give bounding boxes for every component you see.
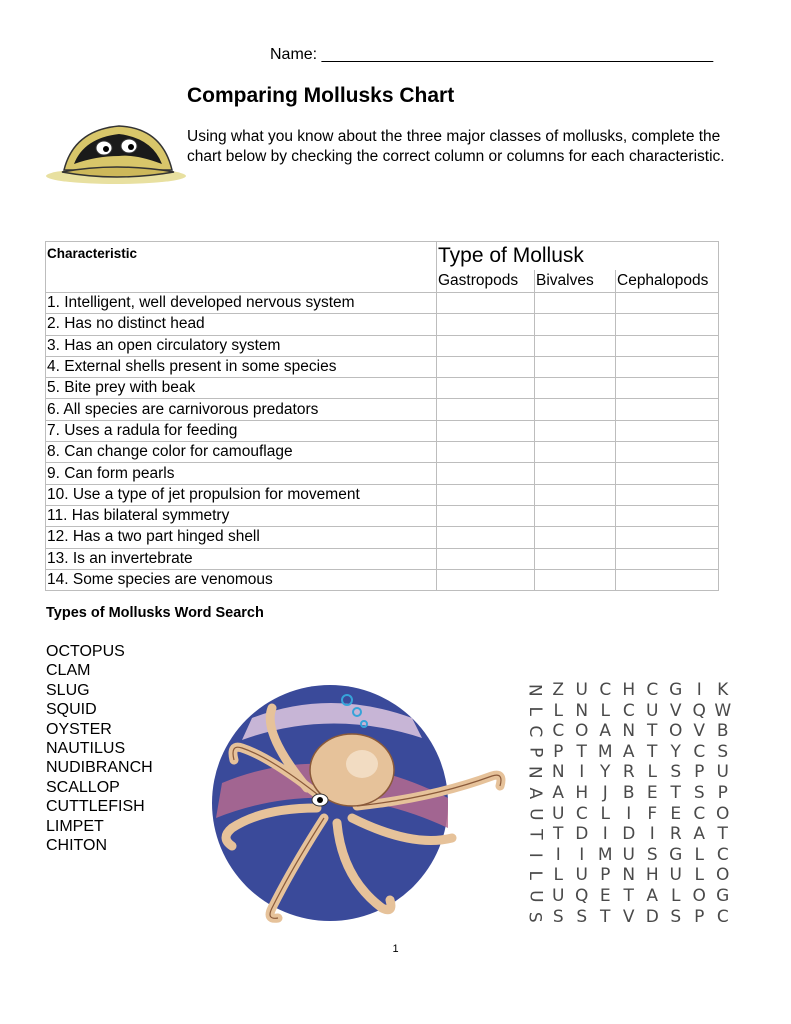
clam-illustration (44, 118, 192, 190)
grid-letter: L (671, 885, 681, 906)
grid-letter-rotated: U (525, 890, 546, 903)
table-row (46, 335, 719, 356)
check-cell-gastropods[interactable] (437, 420, 535, 441)
characteristic-cell: 11. Has bilateral symmetry (46, 505, 437, 526)
page-title: Comparing Mollusks Chart (187, 84, 455, 107)
grid-letter: C (693, 803, 706, 824)
grid-row (523, 886, 735, 907)
grid-letter: P (600, 865, 611, 886)
check-cell-cephalopods[interactable] (616, 399, 719, 420)
check-cell-gastropods[interactable] (437, 293, 535, 314)
grid-letter (523, 845, 547, 866)
octopus-illustration (212, 678, 512, 936)
characteristic-cell: 5. Bite prey with beak (46, 378, 437, 399)
grid-letter: P (553, 741, 564, 762)
grid-letter: C (716, 844, 729, 865)
column-header-bivalves: Bivalves (535, 270, 616, 292)
check-cell-cephalopods[interactable] (616, 505, 719, 526)
grid-letter: S (693, 782, 705, 803)
grid-letter: P (694, 762, 705, 783)
grid-letter: T (717, 824, 728, 845)
characteristic-cell: 6. All species are carnivorous predators (46, 399, 437, 420)
column-header-gastropods: Gastropods (437, 270, 535, 292)
grid-letter: A (622, 741, 635, 762)
list-item: SLUG (46, 681, 90, 699)
grid-letter-rotated: T (525, 829, 546, 840)
check-cell-gastropods[interactable] (437, 356, 535, 377)
grid-letter (523, 721, 547, 742)
check-cell-cephalopods[interactable] (616, 463, 719, 484)
table-row (46, 314, 719, 335)
list-item: NUDIBRANCH (46, 759, 153, 777)
grid-letter (523, 680, 547, 701)
grid-row (523, 865, 735, 886)
grid-letter: D (645, 906, 659, 927)
grid-letter: C (693, 741, 706, 762)
grid-letter-rotated: N (525, 766, 546, 780)
grid-letter: I (696, 680, 702, 700)
check-cell-gastropods[interactable] (437, 399, 535, 420)
grid-letter: S (552, 906, 564, 927)
word-search-grid (523, 680, 735, 927)
grid-row (523, 804, 735, 825)
grid-letter-rotated: C (525, 725, 546, 738)
grid-letter: Z (552, 680, 565, 700)
grid-letter: L (647, 762, 657, 783)
check-cell-cephalopods[interactable] (616, 527, 719, 548)
grid-letter (523, 907, 547, 928)
grid-letter (523, 804, 547, 825)
grid-letter-rotated: L (525, 870, 546, 881)
list-item: SCALLOP (46, 778, 120, 796)
grid-letter: U (552, 803, 565, 824)
check-cell-bivalves[interactable] (535, 356, 616, 377)
grid-letter: U (575, 680, 588, 700)
check-cell-cephalopods[interactable] (616, 378, 719, 399)
list-item: CUTTLEFISH (46, 798, 145, 816)
grid-letter: S (646, 844, 658, 865)
grid-letter: I (555, 844, 561, 865)
grid-letter-rotated: L (525, 706, 546, 716)
check-cell-gastropods[interactable] (437, 463, 535, 484)
list-item: LIMPET (46, 817, 104, 835)
grid-letter: R (622, 762, 635, 783)
check-cell-cephalopods[interactable] (616, 442, 719, 463)
grid-letter (523, 865, 547, 886)
mollusk-chart (45, 241, 719, 591)
grid-letter: T (647, 741, 658, 762)
grid-letter: L (553, 700, 563, 721)
grid-letter: U (669, 865, 682, 886)
grid-letter-rotated: A (525, 787, 546, 800)
check-cell-cephalopods[interactable] (616, 293, 719, 314)
characteristic-cell: 13. Is an invertebrate (46, 548, 437, 569)
check-cell-cephalopods[interactable] (616, 356, 719, 377)
page-number: 1 (392, 943, 399, 955)
grid-letter: K (717, 680, 729, 700)
grid-letter: N (622, 865, 636, 886)
grid-letter: T (553, 824, 564, 845)
check-cell-gastropods[interactable] (437, 548, 535, 569)
grid-letter: Q (575, 885, 589, 906)
grid-letter: U (716, 762, 729, 783)
check-cell-gastropods[interactable] (437, 335, 535, 356)
characteristic-cell: 3. Has an open circulatory system (46, 335, 437, 356)
check-cell-cephalopods[interactable] (616, 314, 719, 335)
check-cell-gastropods[interactable] (437, 569, 535, 590)
grid-letter: C (716, 906, 729, 927)
grid-letter: V (693, 721, 706, 742)
table-row (46, 484, 719, 505)
grid-letter-rotated: P (525, 746, 546, 758)
grid-letter: I (626, 803, 632, 824)
characteristic-cell: 10. Use a type of jet propulsion for movement (46, 484, 437, 505)
grid-letter: C (575, 803, 588, 824)
grid-letter (523, 742, 547, 763)
check-cell-bivalves[interactable] (535, 484, 616, 505)
grid-letter: A (693, 824, 706, 845)
grid-letter: L (600, 803, 610, 824)
grid-letter: F (647, 803, 658, 824)
grid-letter: N (622, 721, 636, 742)
grid-letter: C (622, 700, 635, 721)
grid-letter (523, 886, 547, 907)
grid-letter: D (622, 824, 636, 845)
grid-letter: Y (670, 741, 681, 762)
grid-letter: L (694, 865, 704, 886)
table-row (46, 463, 719, 484)
characteristic-header: Characteristic (46, 242, 437, 293)
grid-letter: H (575, 782, 589, 803)
check-cell-bivalves[interactable] (535, 293, 616, 314)
grid-row (523, 762, 735, 783)
grid-letter: O (692, 885, 706, 906)
name-label: Name: (270, 46, 322, 63)
check-cell-bivalves[interactable] (535, 420, 616, 441)
check-cell-bivalves[interactable] (535, 399, 616, 420)
grid-letter: I (649, 824, 655, 845)
grid-letter: C (646, 680, 659, 700)
check-cell-cephalopods[interactable] (616, 548, 719, 569)
grid-row (523, 742, 735, 763)
list-item: CLAM (46, 662, 91, 680)
grid-letter: C (599, 680, 612, 700)
grid-letter: G (669, 680, 683, 700)
grid-letter: I (579, 762, 585, 783)
grid-letter: T (670, 782, 681, 803)
table-row (46, 356, 719, 377)
grid-letter: H (645, 865, 659, 886)
grid-letter: P (694, 906, 705, 927)
word-list (46, 642, 153, 855)
grid-letter: U (622, 844, 635, 865)
characteristic-cell: 2. Has no distinct head (46, 314, 437, 335)
grid-letter: O (669, 721, 683, 742)
grid-letter: G (716, 885, 730, 906)
grid-letter: T (600, 906, 611, 927)
grid-letter: N (575, 700, 589, 721)
grid-letter: B (622, 782, 635, 803)
check-cell-bivalves[interactable] (535, 569, 616, 590)
grid-letter: U (646, 700, 659, 721)
grid-letter: E (599, 885, 611, 906)
grid-letter: E (670, 803, 682, 824)
check-cell-bivalves[interactable] (535, 442, 616, 463)
grid-letter: D (575, 824, 589, 845)
grid-letter: H (622, 680, 636, 700)
grid-row (523, 783, 735, 804)
grid-letter: J (602, 782, 608, 803)
column-header-cephalopods: Cephalopods (616, 270, 719, 292)
grid-row (523, 680, 735, 701)
grid-letter: U (575, 865, 588, 886)
grid-letter: R (669, 824, 682, 845)
name-line (270, 46, 713, 64)
check-cell-gastropods[interactable] (437, 378, 535, 399)
characteristic-cell: 1. Intelligent, well developed nervous system (46, 293, 437, 314)
table-row (46, 442, 719, 463)
chart-header-row (46, 242, 719, 271)
table-row (46, 399, 719, 420)
check-cell-gastropods[interactable] (437, 314, 535, 335)
grid-letter: M (597, 741, 613, 762)
grid-letter (523, 824, 547, 845)
grid-row (523, 907, 735, 928)
table-row (46, 548, 719, 569)
check-cell-cephalopods[interactable] (616, 569, 719, 590)
grid-letter: C (552, 721, 565, 742)
grid-letter: L (553, 865, 563, 886)
grid-letter-rotated: U (525, 807, 546, 821)
grid-row (523, 721, 735, 742)
check-cell-bivalves[interactable] (535, 527, 616, 548)
type-of-mollusk-header: Type of Mollusk (437, 242, 719, 271)
check-cell-gastropods[interactable] (437, 505, 535, 526)
grid-row (523, 701, 735, 722)
grid-letter: L (600, 700, 610, 721)
check-cell-bivalves[interactable] (535, 335, 616, 356)
check-cell-bivalves[interactable] (535, 314, 616, 335)
grid-letter: W (714, 700, 732, 721)
check-cell-bivalves[interactable] (535, 378, 616, 399)
grid-letter: A (646, 885, 659, 906)
characteristic-cell: 8. Can change color for camouflage (46, 442, 437, 463)
grid-letter: S (717, 741, 729, 762)
table-row (46, 505, 719, 526)
grid-letter: L (694, 844, 704, 865)
grid-letter-rotated: N (525, 683, 546, 697)
grid-letter: T (623, 885, 634, 906)
check-cell-cephalopods[interactable] (616, 335, 719, 356)
list-item: SQUID (46, 701, 97, 719)
grid-row (523, 845, 735, 866)
table-row (46, 378, 719, 399)
characteristic-cell: 7. Uses a radula for feeding (46, 420, 437, 441)
table-row (46, 293, 719, 314)
list-item: CHITON (46, 837, 108, 855)
check-cell-cephalopods[interactable] (616, 484, 719, 505)
grid-letter: Y (600, 762, 611, 783)
check-cell-gastropods[interactable] (437, 484, 535, 505)
check-cell-bivalves[interactable] (535, 463, 616, 484)
grid-letter: S (576, 906, 588, 927)
table-row (46, 527, 719, 548)
grid-letter: A (552, 782, 565, 803)
grid-letter: V (622, 906, 635, 927)
grid-letter: O (716, 865, 730, 886)
grid-letter: S (670, 906, 682, 927)
grid-letter: Q (692, 700, 706, 721)
grid-letter-rotated: S (525, 911, 546, 923)
list-item: NAUTILUS (46, 740, 126, 758)
grid-letter: B (716, 721, 729, 742)
characteristic-cell: 9. Can form pearls (46, 463, 437, 484)
grid-letter (523, 783, 547, 804)
grid-letter: N (551, 762, 565, 783)
check-cell-gastropods[interactable] (437, 442, 535, 463)
instructions: Using what you know about the three major classes of mollusks, complete the chart below by checking the correct column or columns for each characteristic. (187, 128, 725, 165)
grid-letter: I (579, 844, 585, 865)
grid-letter: A (599, 721, 612, 742)
list-item: OCTOPUS (46, 643, 125, 660)
grid-letter-rotated: I (525, 852, 546, 858)
check-cell-gastropods[interactable] (437, 527, 535, 548)
grid-letter: I (602, 824, 608, 845)
table-row (46, 420, 719, 441)
grid-letter: S (670, 762, 682, 783)
grid-letter: O (575, 721, 589, 742)
list-item: OYSTER (46, 720, 112, 738)
characteristic-cell: 14. Some species are venomous (46, 569, 437, 590)
grid-letter: G (669, 844, 683, 865)
check-cell-bivalves[interactable] (535, 505, 616, 526)
grid-letter: E (646, 782, 658, 803)
grid-letter (523, 762, 547, 783)
table-row (46, 569, 719, 590)
grid-row (523, 824, 735, 845)
check-cell-cephalopods[interactable] (616, 420, 719, 441)
grid-letter: T (576, 741, 587, 762)
grid-letter: P (717, 782, 728, 803)
word-search-title: Types of Mollusks Word Search (46, 605, 264, 621)
check-cell-bivalves[interactable] (535, 548, 616, 569)
grid-letter: T (647, 721, 658, 742)
grid-letter: V (669, 700, 682, 721)
name-blank[interactable]: ____________________________________________ (321, 46, 714, 63)
grid-letter: M (597, 844, 613, 865)
characteristic-cell: 4. External shells present in some species (46, 356, 437, 377)
grid-letter (523, 701, 547, 722)
grid-letter: O (716, 803, 730, 824)
grid-letter: U (552, 885, 565, 906)
characteristic-cell: 12. Has a two part hinged shell (46, 527, 437, 548)
